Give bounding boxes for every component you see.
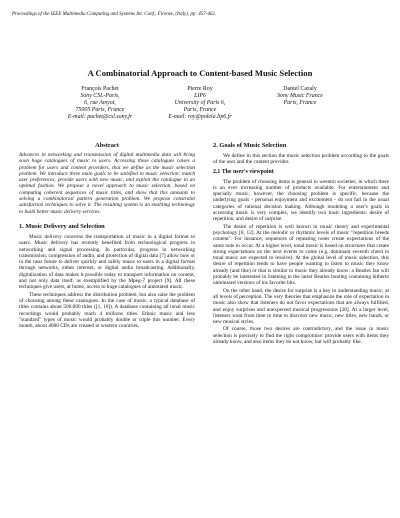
right-column: [213, 142, 389, 346]
left-column: [19, 142, 195, 330]
paragraph: On the other hand, the desire for surprise is a key to understanding music, at all levels of perception. The very theories that emphasize the role of expectation in music also show that listeners do not favor expectations that are always fulfilled, and enjoy surprises and unexpected musical progressions [20]. At a larger level, listeners want from time to time to discover new music, new titles, new bands, or new musical styles.: [213, 287, 389, 326]
author-block-pachet: [55, 86, 145, 121]
author-address: University of Paris 6,: [174, 100, 226, 107]
paragraph: The desire of repetition is well known in music theory and experimental psychology [8, 12]. At the melodic or rhythmic levels of music "repetition breeds content". For instance, sequences of repeating notes create expectations of the same note to occur. At a higher level, tonal music is based on structures that create strong expectations on the next events to come (e.g. dominant seventh chord in tonal music are expected to resolve). At the global level of music selection, this desire of repetition tends to have people wanting to listen to music they know already (and like) or that is similar to music they already know: a Beatles fan will probably be interested in listening to the latest Beatles bootleg containing hitherto unreleased versions of his favorite hits.: [213, 223, 389, 287]
author-block-cazaly: [255, 86, 345, 107]
paragraph: Music delivery concerns the transportation of music in a digital format to users. Music delivery has recently benefited from technological progress in networking and signal processing. In particular, progress in networking transmission, compression of audio, and protection of digital data [7] allow now or in the near future to deliver quickly and safely music to users in a digital format through networks, either internet, or digital audio broadcasting. Additionally, digitalization of data makes it possible today to transport information on content, and not only data itself, as exemplified by the Mpeg-7 project [9]. All these techniques give users, at home, access to huge catalogues of annotated music.: [19, 233, 195, 291]
author-name: François Pachet: [81, 86, 119, 92]
paragraph: We define in this section the music selection problem according to the goals of the user and the content provider.: [213, 153, 389, 166]
author-city: Paris, France: [283, 100, 317, 107]
section-heading: 1. Music Delivery and Selection: [19, 222, 105, 230]
author-email: E-mail: roy@poleia.lip6,fr: [168, 114, 232, 121]
author-name: Pierre Roy: [187, 86, 213, 92]
author-affiliation: Sony Music France: [277, 93, 323, 100]
author-affiliation: Sony CSL-Paris,: [80, 93, 120, 100]
paragraph: Of course, those two desires are contradictory, and the issue in music selection is precisely to find the right compromise: provide users with items they already know, and also items they do not know, but will probably like.: [213, 326, 389, 346]
abstract-text: Advances in networking and transmission of digital multimedia data will bring soon huge catalogues of music to users. Accessing these catalogues raises a problem for users and content providers, that we define as the music selection problem. We introduce three main goals to be satisfied in music selection: match user preferences, provide users with new music, and exploit the catalogue in an optimal fashion. We propose a novel approach to music selection, based on computing coherent sequences of music titles, and show that this amounts to solving a combinatorial pattern generation problem. We propose constraint satisfaction techniques to solve it. The resulting system is an enabling technology to build better music delivery services.: [19, 152, 195, 215]
author-affiliation: LIP6: [194, 93, 206, 100]
subsection-heading: 2.1 The user's viewpoint: [213, 168, 274, 175]
author-city: Paris, France: [183, 107, 217, 114]
author-city: 75005 Paris, France: [75, 107, 125, 114]
author-email: E-mail: pachet@csl.sony,fr: [67, 114, 133, 121]
paragraph: These techniques address the distribution problem, but also raise the problem of choosing among these catalogues. In the case of music, a typical database of titles contains about 500.000 titles ([1, 10]). A database containing all tonal music recordings would probably reach 4 millions titles. Ethnic music and less "standard" types of music would probably double or triple this number. Every month, about 4000 CDs are created in western countries.: [19, 291, 195, 330]
abstract-heading: Abstract: [95, 142, 119, 149]
running-header: Proceedings of the IEEE Multimedia Computing and Systems Int. Conf., Firenze, (Italy), pp: 457-462.: [12, 12, 217, 17]
paper-title: A Combinatorial Approach to Content-based Music Selection: [87, 68, 313, 78]
paragraph: The problem of choosing items is general in western societies, in which there is an ever increasing number of products available. For entertainment and specially music, however, the choosing problem is specific, because the underlying goals - personal enjoyment and excitement - do not fall in the usual categories of rational decision making. Although modeling a user's goals in accessing music is very complex, we identify two basic ingredients: desire of repetition, and desire of surprise.: [213, 178, 389, 223]
author-name: Daniel Cazaly: [283, 86, 317, 92]
section-heading: 2. Goals of Music Selection: [213, 142, 287, 149]
author-address: 6, rue Amyot,: [84, 100, 116, 107]
author-block-roy: [153, 86, 247, 121]
